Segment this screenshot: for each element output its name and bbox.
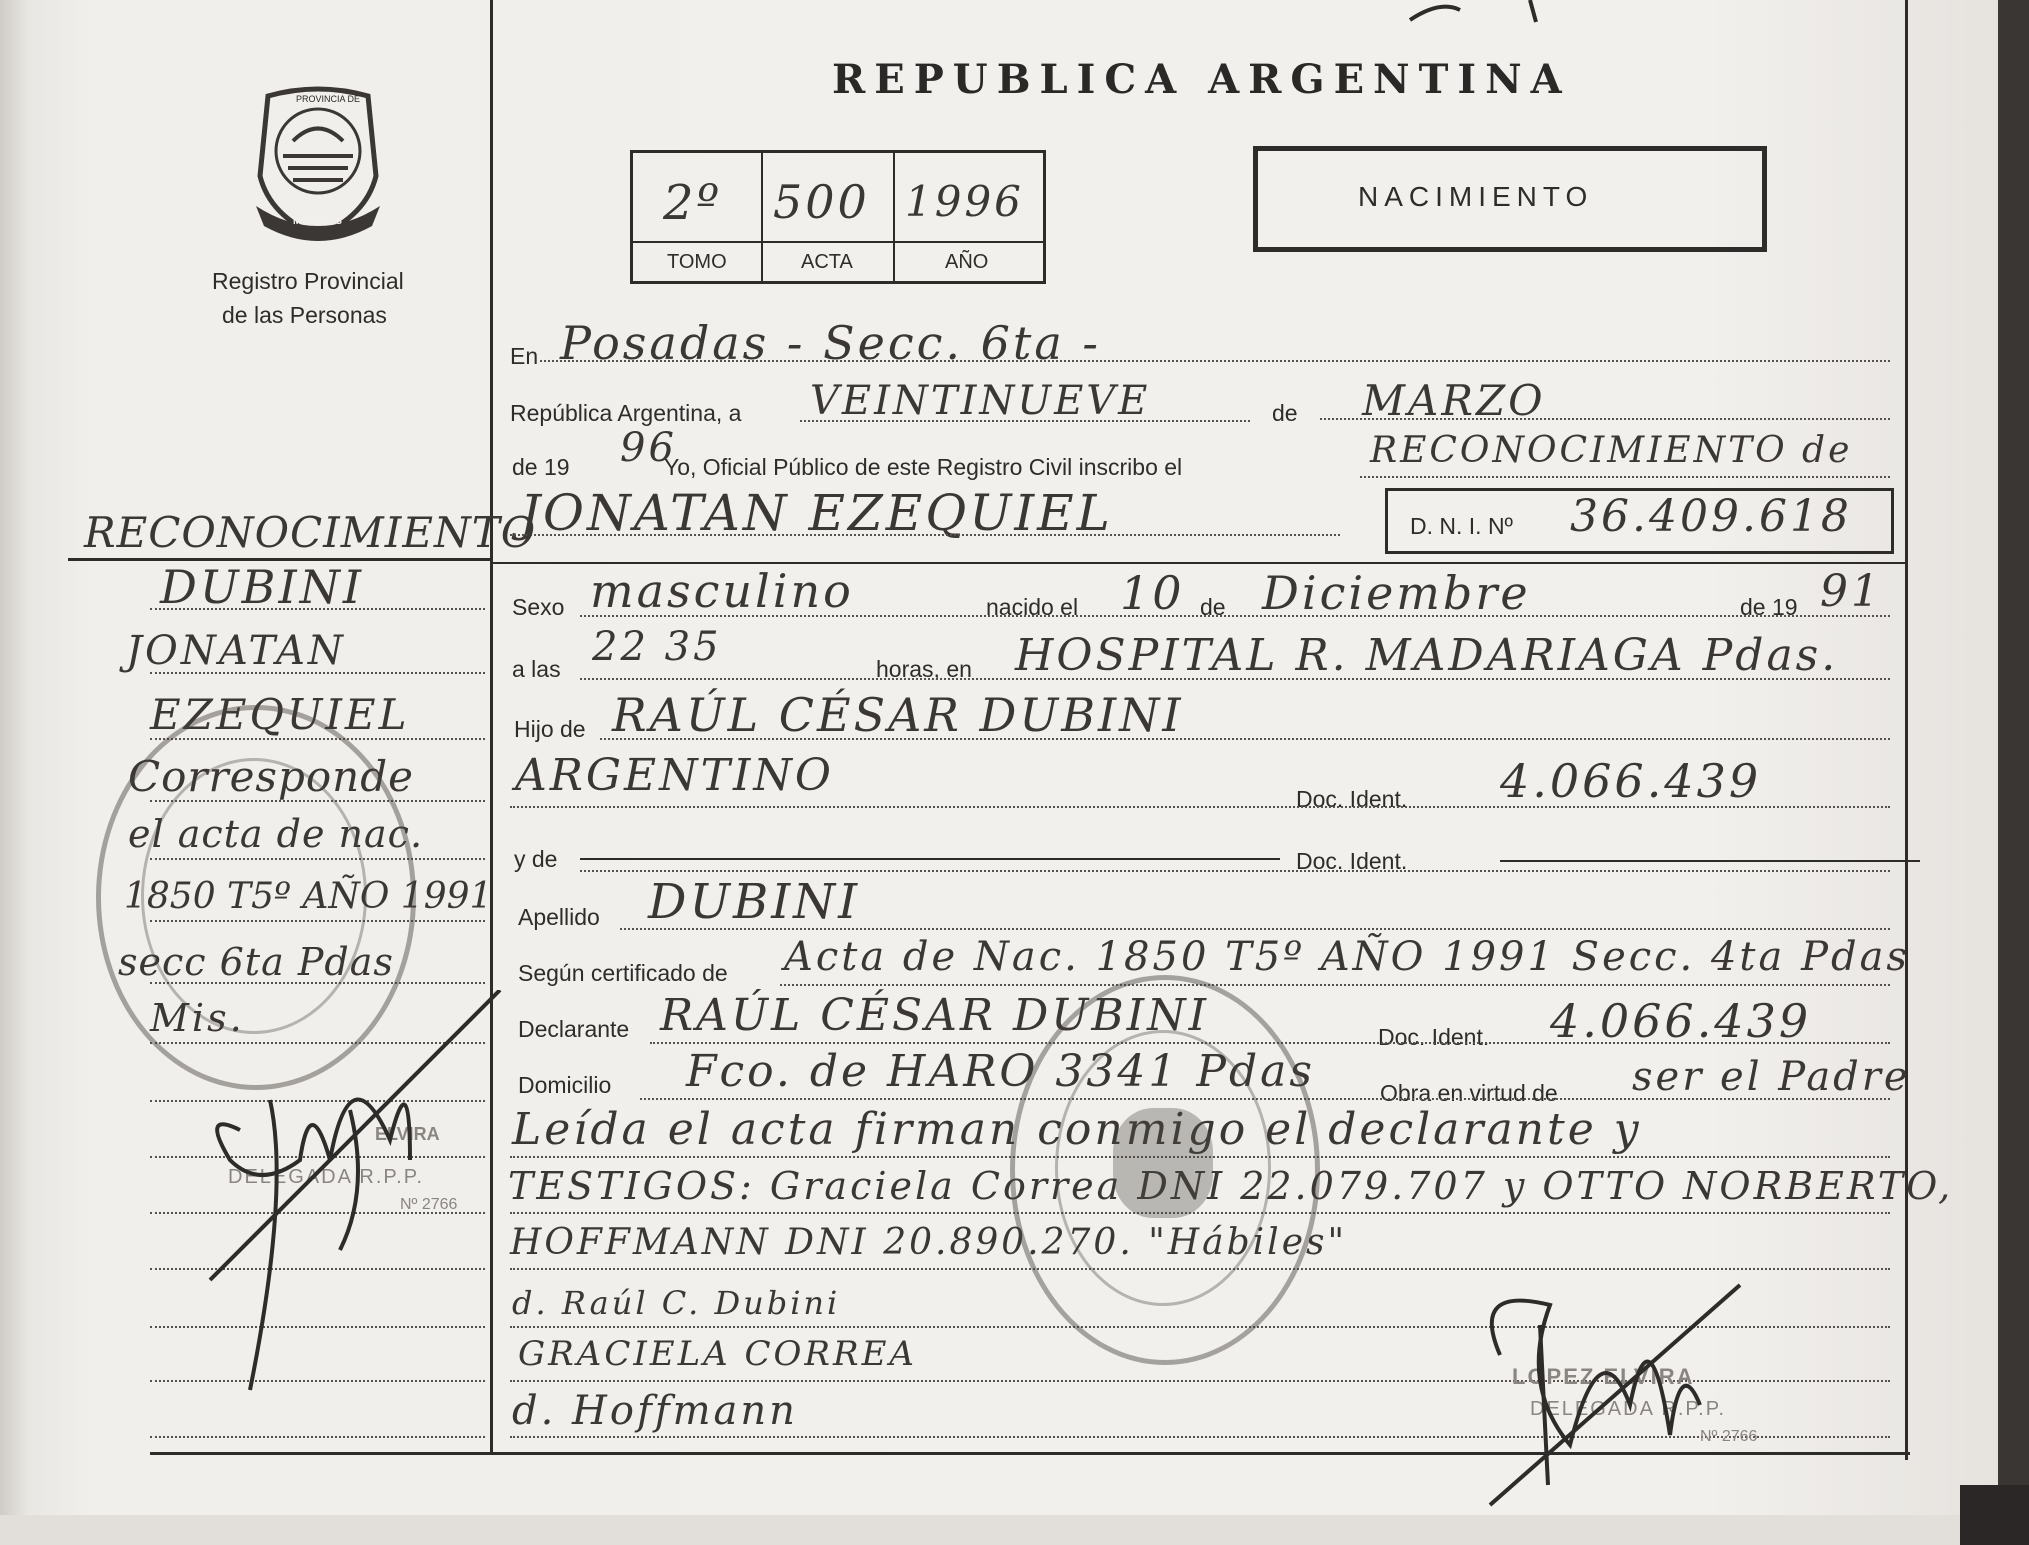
registry-name-line2: de las Personas [222,302,387,328]
birth-month-value: Diciembre [1262,566,1531,620]
dni-label: D. N. I. Nº [1410,513,1513,539]
signature-witness-2: d. Hoffmann [512,1388,798,1434]
segun-label: Según certificado de [518,960,728,986]
y-de-label: y de [514,846,558,872]
birth-day-value: 10 [1120,566,1185,620]
margin-note-line-1: DUBINI [160,560,365,614]
margin-note-line-8: Mis. [150,996,245,1040]
inscribo-value: RECONOCIMIENTO de [1370,430,1853,471]
birth-place-value: HOSPITAL R. MADARIAGA Pdas. [1015,630,1839,681]
declarante-doc-label: Doc. Ident. [1378,1024,1490,1050]
left-stamp-number: Nº 2766 [400,1196,458,1213]
year-prefix-label: de 19 [512,454,570,480]
tomo-value: 2º [663,175,723,231]
right-stamp-title: DELEGADA R.P.P. [1530,1398,1727,1420]
declarante-value: RAÚL CÉSAR DUBINI [660,990,1209,1041]
domicilio-value: Fco. de HARO 3341 Pdas [686,1046,1315,1097]
record-type-box [1253,146,1767,252]
republica-label: República Argentina, a [510,400,742,426]
birth-year-value: 91 [1820,566,1882,617]
apellido-value: DUBINI [648,874,861,930]
ano-value: 1996 [905,177,1024,226]
sexo-value: masculino [590,564,854,618]
margin-note-heading: RECONOCIMIENTO [84,508,537,557]
declarante-label: Declarante [518,1016,630,1042]
background-corner [1960,1485,2029,1545]
mother-doc-label: Doc. Ident. [1296,848,1408,874]
domicilio-label: Domicilio [518,1072,612,1098]
note-line-3: HOFFMANN DNI 20.890.270. "Hábiles" [510,1222,1348,1263]
signature-declarante: d. Raúl C. Dubini [512,1284,841,1322]
official-seal-stamp-center [1010,975,1320,1365]
father-nationality-value: ARGENTINO [515,750,834,801]
de-label: de [1272,400,1298,426]
page-bottom-edge [0,1515,2029,1545]
nacido-label: nacido el [986,594,1079,620]
dni-value: 36.409.618 [1570,491,1852,542]
margin-note-line-2: JONATAN [126,628,346,674]
de2-label: de [1200,594,1226,620]
province-seal [248,86,388,241]
note-line-2: TESTIGOS: Graciela Correa DNI 22.079.707 y OTTO NORBERTO, [508,1164,1954,1208]
seal-bottom-text: MISIONES [293,216,342,227]
acta-label: ACTA [801,251,853,273]
child-name-value: JONATAN EZEQUIEL [520,484,1113,542]
en-value: Posadas - Secc. 6ta - [560,316,1101,370]
year-value: 96 [620,425,677,471]
month-value: MARZO [1362,376,1546,425]
official-signature-left [180,990,510,1410]
left-stamp-title: DELEGADA R.P.P. [228,1166,425,1188]
father-name-value: RAÚL CÉSAR DUBINI [612,688,1184,742]
margin-note-line-6: 1850 T5º AÑO 1991 [124,876,493,917]
de19-label: de 19 [1740,594,1798,620]
margin-note-line-7: secc 6ta Pdas [118,940,394,984]
acta-value: 500 [773,175,870,229]
right-margin-rule [1905,0,1908,1460]
hijo-label: Hijo de [514,716,586,742]
en-label: En [510,343,539,369]
margin-note-line-4: Corresponde [128,752,414,801]
registry-name-line1: Registro Provincial [212,268,404,294]
seal-top-text: PROVINCIA DE [296,94,361,104]
right-stamp-number: Nº 2766 [1700,1428,1758,1445]
country-title: REPUBLICA ARGENTINA [832,56,1571,103]
sexo-label: Sexo [512,594,565,620]
signature-witness-1: GRACIELA CORREA [518,1334,917,1374]
official-signature-right [1430,1265,1760,1515]
note-line-1: Leída el acta firman conmigo el declarante y [512,1104,1642,1155]
obra-label: Obra en virtud de [1380,1080,1558,1106]
day-value: VEINTINUEVE [810,378,1151,424]
father-doc-value: 4.066.439 [1500,754,1762,808]
top-scribble-mark [1400,0,1560,30]
birth-time-value: 22 35 [592,624,722,670]
record-type-label: NACIMIENTO [1358,181,1594,212]
alas-label: a las [512,656,561,682]
obra-value: ser el Padre [1632,1054,1911,1100]
right-stamp-name: LOPEZ ELVIRA [1512,1364,1695,1389]
margin-note-line-3: EZEQUIEL [150,690,410,739]
segun-value: Acta de Nac. 1850 T5º AÑO 1991 Secc. 4ta Pdas [784,934,1910,980]
registry-number-box [630,150,1046,284]
ano-label: AÑO [945,251,989,273]
dni-box [1385,488,1894,554]
horas-label: horas, en [876,656,972,682]
apellido-label: Apellido [518,904,600,930]
left-stamp-name: ELVIRA [375,1124,440,1144]
declarante-doc-value: 4.066.439 [1550,994,1812,1048]
father-doc-label: Doc. Ident. [1296,786,1408,812]
oficial-label: Yo, Oficial Público de este Registro Civil inscribo el [664,454,1183,480]
tomo-label: TOMO [667,251,727,273]
margin-note-line-5: el acta de nac. [128,812,424,856]
